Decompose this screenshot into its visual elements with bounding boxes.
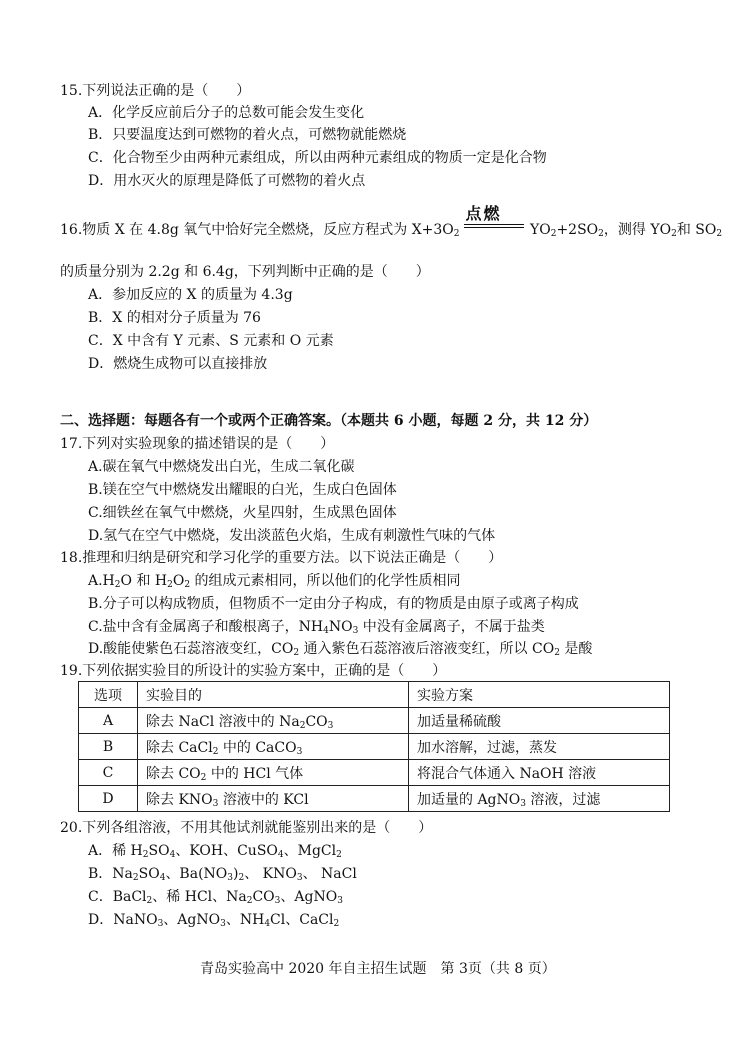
q15-stem: 15.下列说法正确的是（ ） <box>60 83 251 99</box>
header-plan: 实验方案 <box>409 682 670 708</box>
q16-option-d: D．燃烧生成物可以直接排放 <box>88 356 268 372</box>
q18-option-b: B.分子可以构成物质，但物质不一定由分子构成，有的物质是由原子或离子构成 <box>88 596 579 612</box>
q16-stem-line2: 的质量分别为 2.2g 和 6.4g，下列判断中正确的是（ ） <box>60 264 430 280</box>
page-footer: 青岛实验高中 2020 年自主招生试题 第 3页（共 8 页） <box>200 961 556 977</box>
q18-option-c: C.盐中含有金属离子和酸根离子，$NH_4NO_3$ 中没有金属离子，不属于盐类 <box>88 619 545 636</box>
row-option: B <box>79 734 138 760</box>
row-plan: 加适量稀硫酸 <box>409 708 670 734</box>
q20-option-a: A．稀 $H_2SO_4$、KOH、CuSO$_4$、MgCl$_2$ <box>88 843 342 860</box>
q17-option-b: B.镁在空气中燃烧发出耀眼的白光，生成白色固体 <box>88 482 397 498</box>
header-purpose: 实验目的 <box>138 682 409 708</box>
q16-option-c: C．X 中含有 Y 元素、S 元素和 O 元素 <box>88 333 334 349</box>
q17-option-c: C.细铁丝在氧气中燃烧，火星四射，生成黑色固体 <box>88 505 397 521</box>
q19-table <box>78 681 670 812</box>
q17-option-d: D.氢气在空气中燃烧，发出淡蓝色火焰，生成有刺激性气味的气体 <box>88 528 496 544</box>
q15-option-b: B．只要温度达到可燃物的着火点，可燃物就能燃烧 <box>88 127 407 143</box>
header-option: 选项 <box>79 682 138 708</box>
row-option: A <box>79 708 138 734</box>
q20-option-b: B．$Na_2SO_4$、$Ba(NO_3)_2$、 $KNO_3$、 NaCl <box>88 866 357 883</box>
table-row <box>79 760 670 786</box>
q19-stem: 19.下列依据实验目的所设计的实验方案中，正确的是（ ） <box>60 663 447 679</box>
row-purpose: 除去 $KNO_3$ 溶液中的 KCl <box>138 786 409 812</box>
table-row <box>79 708 670 734</box>
q18-stem: 18.推理和归纳是研究和学习化学的重要方法。以下说法正确是（ ） <box>60 550 503 566</box>
q20-stem: 20.下列各组溶液，不用其他试剂就能鉴别出来的是（ ） <box>60 820 433 836</box>
row-purpose: 除去 CaCl$_2$ 中的 CaCO$_3$ <box>138 734 409 760</box>
q16-stem-line1: 16.物质 X 在 4.8g 氧气中恰好完全燃烧，反应方程式为 $X+3O_2$ 点燃 $YO_2+2SO_2$，测得 $YO_2$和 $SO_2$ <box>60 204 723 239</box>
q18-option-a: $A.H_2O$ 和 $H_2O_2$ 的组成元素相同，所以他们的化学性质相同 <box>88 573 461 590</box>
row-option: D <box>79 786 138 812</box>
q18-option-d: D.酸能使紫色石蕊溶液变红，$CO_2$ 通入紫色石蕊溶液后溶液变红，所以 $CO_2$ 是酸 <box>88 641 593 658</box>
row-purpose: 除去 $CO_2$ 中的 HCl 气体 <box>138 760 409 786</box>
q20-option-c: C．BaCl$_2$、稀 HCl、$Na_2CO_3$、AgNO$_3$ <box>88 889 343 906</box>
q16-option-b: B．X 的相对分子质量为 76 <box>88 310 261 326</box>
row-purpose: 除去 NaCl 溶液中的 $Na_2CO_3$ <box>138 708 409 734</box>
q15-option-d: D．用水灭火的原理是降低了可燃物的着火点 <box>88 173 366 189</box>
q15-option-c: C．化合物至少由两种元素组成，所以由两种元素组成的物质一定是化合物 <box>88 150 547 166</box>
q15-option-a: A．化学反应前后分子的总数可能会发生变化 <box>88 105 365 121</box>
row-plan: 加适量的 AgNO$_3$ 溶液，过滤 <box>409 786 670 812</box>
reaction-condition-arrow <box>460 204 526 240</box>
row-plan: 将混合气体通入 NaOH 溶液 <box>409 760 670 786</box>
table-row <box>79 786 670 812</box>
q17-stem: 17.下列对实验现象的描述错误的是（ ） <box>60 436 335 452</box>
table-row <box>79 734 670 760</box>
table-header-row <box>79 682 670 708</box>
section-heading: 二、选择题：每题各有一个或两个正确答案。（本题共 6 小题，每题 2 分，共 12 分） <box>60 413 598 429</box>
row-option: C <box>79 760 138 786</box>
reaction-condition: 点燃 <box>465 204 502 223</box>
row-plan: 加水溶解，过滤，蒸发 <box>409 734 670 760</box>
q16-option-a: A．参加反应的 X 的质量为 4.3g <box>88 287 293 303</box>
q17-option-a: A.碳在氧气中燃烧发出白光，生成二氧化碳 <box>88 459 355 475</box>
q20-option-d: D．NaNO$_3$、AgNO$_3$、$NH_4Cl$、CaCl$_2$ <box>88 912 340 929</box>
